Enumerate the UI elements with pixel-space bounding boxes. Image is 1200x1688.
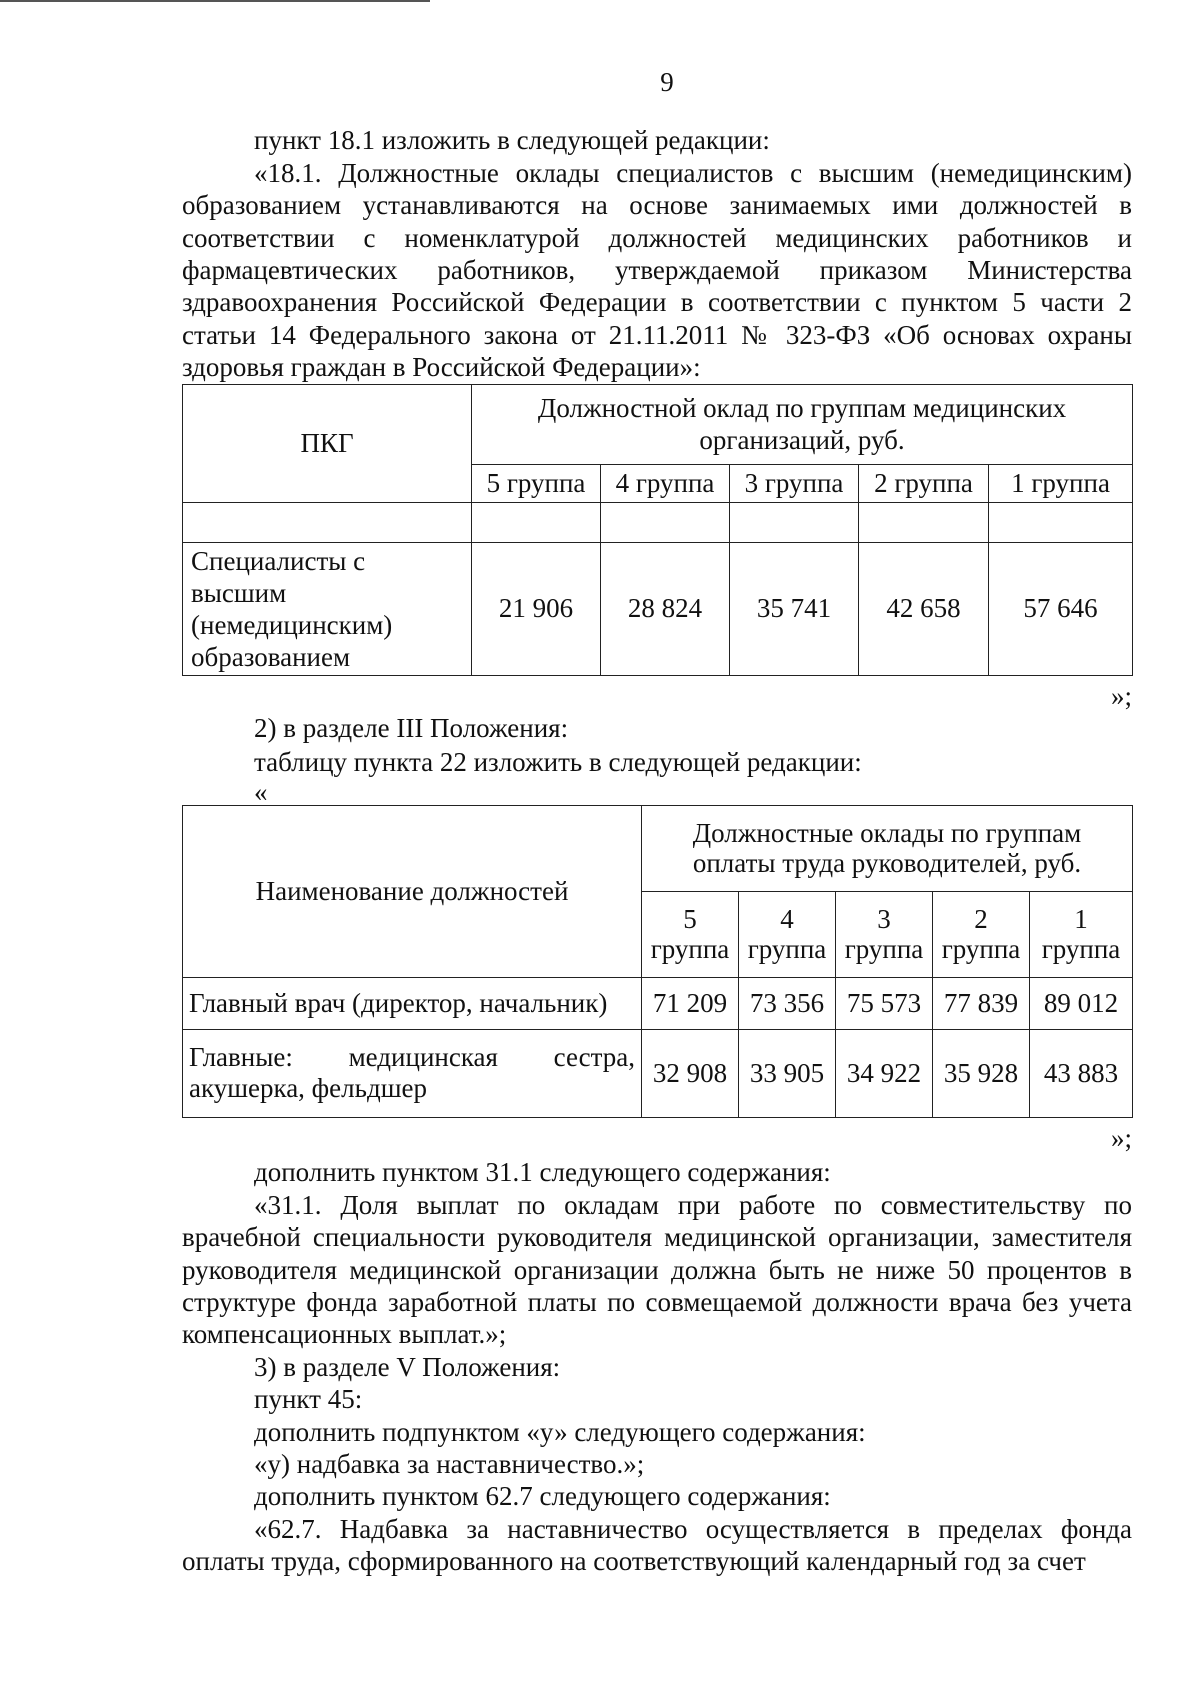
group-number: 3 [877, 904, 891, 935]
group-header: 2 группа [859, 464, 989, 502]
group-header: 5 группа [472, 464, 601, 502]
salary-value: 77 839 [933, 977, 1030, 1029]
paragraph-18-1-text: «18.1. Должностные оклады специалистов с высшим (немедицинским) образованием устанавливаются на основе занимаемых ими должностей в соответствии с номенклатурой должностей медицинских работников и фармацевтических работников, утверждаемой приказом Министерства здравоохранения Российской Федерации в соответствии с пунктом 5 части 2 статьи 14 Федерального закона от 21.11.2011 № 323-ФЗ «Об основах охраны здоровья граждан в Российской Федерации»: [182, 157, 1132, 383]
row-label: Главный врач (директор, начальник) [183, 977, 642, 1029]
paragraph-point-45: пункт 45: [254, 1384, 363, 1415]
closing-quote: »; [1110, 1122, 1132, 1153]
header-position-name: Наименование должностей [183, 805, 642, 977]
header-salary-groups: Должностной оклад по группам медицинских организаций, руб. [472, 384, 1133, 464]
salary-value: 73 356 [739, 977, 836, 1029]
empty-row [183, 502, 1133, 542]
table-row [183, 1029, 1133, 1117]
paragraph-subpoint-intro: дополнить подпунктом «у» следующего содержания: [254, 1416, 866, 1447]
salary-value: 71 209 [642, 977, 739, 1029]
header-pkg: ПКГ [183, 384, 472, 502]
paragraph-subpoint-y: «у) надбавка за наставничество.»; [254, 1448, 645, 1479]
row-label [183, 1029, 642, 1117]
header-manager-salary: Должностные оклады по группам оплаты труда руководителей, руб. [642, 805, 1133, 891]
salary-value: 57 646 [989, 542, 1133, 675]
document-page [182, 66, 1132, 1578]
group-header: 3 группа [730, 464, 859, 502]
group-word: группа [844, 934, 924, 965]
salary-table-specialists [182, 384, 1133, 676]
paragraph-62-7-text: «62.7. Надбавка за наставничество осуществляется в пределах фонда оплаты труда, сформированного на соответствующий календарный год за счет [182, 1513, 1132, 1577]
paragraph-section-5: 3) в разделе V Положения: [254, 1351, 561, 1382]
row-label: Специалисты с высшим (немедицинским) образованием [183, 542, 472, 675]
row-label-line: Главные: медицинская сестра, [189, 1042, 635, 1073]
salary-value: 89 012 [1030, 977, 1133, 1029]
salary-value: 75 573 [836, 977, 933, 1029]
group-number: 1 [1074, 904, 1088, 935]
paragraph-section-3: 2) в разделе III Положения: [254, 713, 569, 744]
salary-value: 35 741 [730, 542, 859, 675]
row-label-line: акушерка, фельдшер [189, 1073, 427, 1104]
salary-value: 28 824 [601, 542, 730, 675]
paragraph-31-1-text: «31.1. Доля выплат по окладам при работе по совместительству по врачебной специальности руководителя медицинской организации, заместителя руководителя медицинской организации должна быть не ниже 50 процентов в структуре фонда заработной платы по совмещаемой должности врача без учета компенсационных выплат.»; [182, 1189, 1132, 1350]
page-number: 9 [660, 67, 674, 97]
group-header: 4 группа [601, 464, 730, 502]
group-word: группа [747, 934, 827, 965]
opening-quote: « [254, 776, 268, 807]
salary-value: 34 922 [836, 1029, 933, 1117]
salary-value: 32 908 [642, 1029, 739, 1117]
salary-value: 21 906 [472, 542, 601, 675]
group-number: 4 [780, 904, 794, 935]
closing-quote: »; [1110, 680, 1132, 711]
table-row [183, 977, 1133, 1029]
table-row [183, 542, 1133, 675]
salary-value: 33 905 [739, 1029, 836, 1117]
salary-table-managers [182, 805, 1133, 1118]
paragraph-31-1-intro: дополнить пунктом 31.1 следующего содержания: [254, 1157, 831, 1188]
group-number: 5 [683, 904, 697, 935]
paragraph-table-22: таблицу пункта 22 изложить в следующей редакции: [254, 747, 862, 778]
top-edge-line [0, 0, 430, 2]
paragraph-18-1-intro: пункт 18.1 изложить в следующей редакции: [254, 125, 770, 156]
paragraph-62-7-intro: дополнить пунктом 62.7 следующего содержания: [254, 1481, 831, 1512]
group-word: группа [650, 934, 730, 965]
group-word: группа [941, 934, 1021, 965]
group-number: 2 [974, 904, 988, 935]
group-header: 1 группа [989, 464, 1133, 502]
salary-value: 35 928 [933, 1029, 1030, 1117]
salary-value: 42 658 [859, 542, 989, 675]
salary-value: 43 883 [1030, 1029, 1133, 1117]
group-word: группа [1041, 934, 1121, 965]
